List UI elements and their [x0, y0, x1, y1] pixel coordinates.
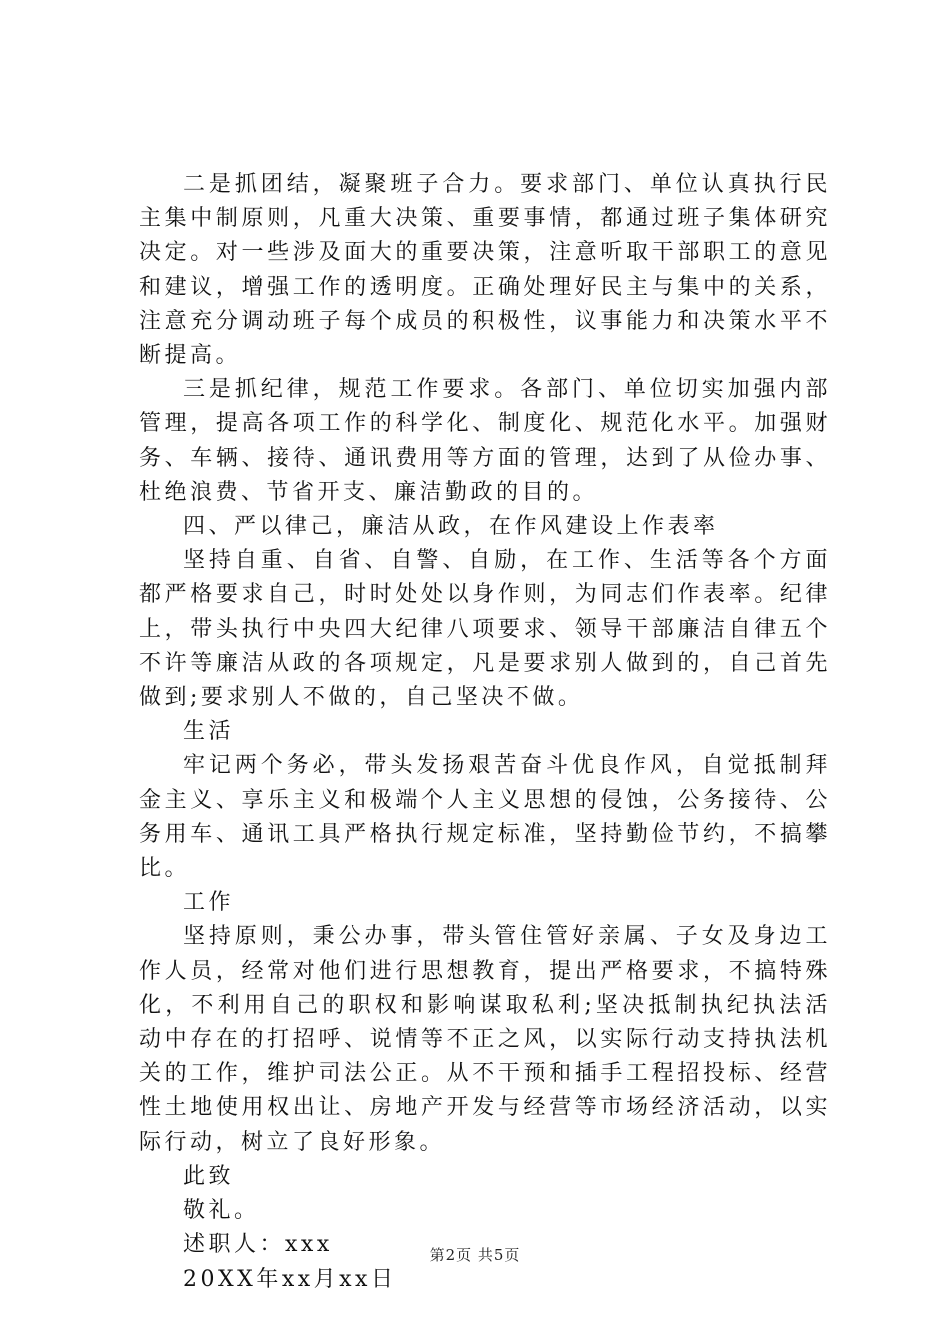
- paragraph-life: 牢记两个务必，带头发扬艰苦奋斗优良作风，自觉抵制拜金主义、享乐主义和极端个人主义思想的侵蚀，公务接待、公务用车、通讯工具严格执行规定标准，坚持勤俭节约，不搞攀比。: [139, 753, 831, 882]
- document-body: [139, 168, 831, 1297]
- paragraph-discipline: 三是抓纪律，规范工作要求。各部门、单位切实加强内部管理，提高各项工作的科学化、制度化、规范化水平。加强财务、车辆、接待、通讯费用等方面的管理，达到了从俭办事、杜绝浪费、节省开支、廉洁勤政的目的。: [139, 377, 831, 505]
- subheading-life: 生活: [183, 719, 235, 745]
- closing-salutation: 此致: [183, 1163, 235, 1189]
- section-heading-self-discipline: 四、严以律己，廉洁从政，在作风建设上作表率: [183, 514, 719, 540]
- signer-line: 述职人：xxx: [183, 1232, 333, 1258]
- paragraph-unity: 二是抓团结，凝聚班子合力。要求部门、单位认真执行民主集中制原则，凡重大决策、重要事情，都通过班子集体研究决定。对一些涉及面大的重要决策，注意听取干部职工的意见和建议，增强工作的透明度。正确处理好民主与集中的关系，注意充分调动班子每个成员的积极性，议事能力和决策水平不断提高。: [139, 172, 831, 369]
- paragraph-work: 坚持原则，秉公办事，带头管住管好亲属、子女及身边工作人员，经常对他们进行思想教育，提出严格要求，不搞特殊化，不利用自己的职权和影响谋取私利;坚决抵制执纪执法活动中存在的打招呼、说情等不正之风，以实际行动支持执法机关的工作，维护司法公正。从不干预和插手工程招投标、经营性土地使用权出让、房地产开发与经营等市场经济活动，以实际行动，树立了良好形象。: [139, 924, 831, 1155]
- subheading-work: 工作: [183, 890, 235, 916]
- paragraph-self-discipline: 坚持自重、自省、自警、自励，在工作、生活等各个方面都严格要求自己，时时处处以身作则，为同志们作表率。纪律上，带头执行中央四大纪律八项要求、领导干部廉洁自律五个不许等廉洁从政的各项规定，凡是要求别人做到的，自己首先做到;要求别人不做的，自己坚决不做。: [139, 548, 831, 711]
- closing-regards: 敬礼。: [183, 1198, 260, 1224]
- date-line: 20XX年xx月xx日: [183, 1266, 397, 1292]
- page-number-footer: 第2页 共5页: [429, 1246, 521, 1264]
